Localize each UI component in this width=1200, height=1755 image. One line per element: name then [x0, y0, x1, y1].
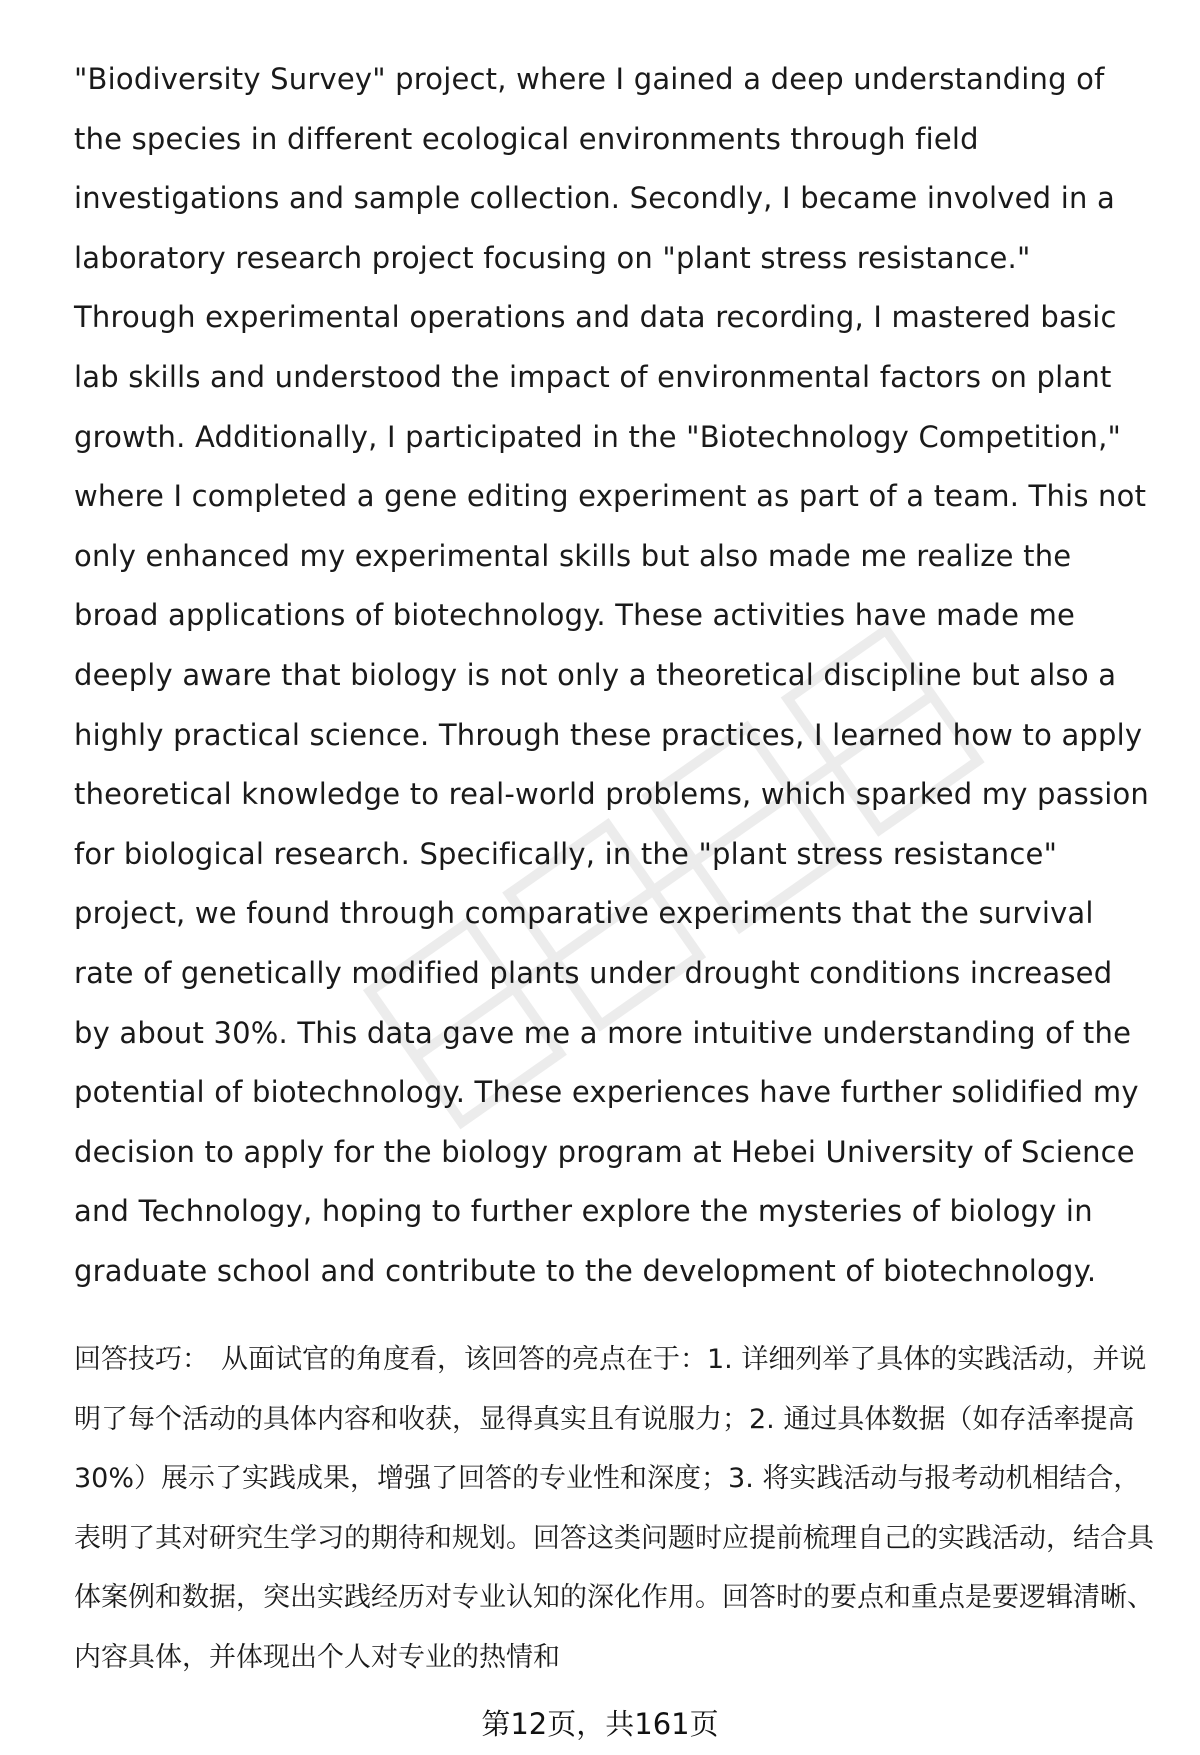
answer-paragraph: "Biodiversity Survey" project, where I gained a deep understanding of the species in different ecological environments through field investigations and sample collection. Secondly, I became involved in a laboratory research project focusing on "plant stress resistance." Through experimental operations and data recording, I mastered basic lab skills and understood the impact of environmental factors on plant growth. Additionally, I participated in the "Biotechnology Competition," where I completed a gene editing experiment as part of a team. This not only enhanced my experimental skills but also made me realize the broad applications of biotechnology. These activities have made me deeply aware that biology is not only a theoretical discipline but also a highly practical science. Through these practices, I learned how to apply theoretical knowledge to real-world problems, which sparked my passion for biological research. Specifically, in the "plant stress resistance" project, we found through comparative experiments that the survival rate of genetically modified plants under drought conditions increased by about 30%. This data gave me a more intuitive understanding of the potential of biotechnology. These experiences have further solidified my decision to apply for the biology program at Hebei University of Science and Technology, hoping to further explore the mysteries of biology in graduate school and contribute to the development of biotechnology.: [74, 62, 1149, 1288]
page-number-footer: 第12页，共161页: [481, 1707, 719, 1741]
tips-text: 从面试官的角度看，该回答的亮点在于：1. 详细列举了具体的实践活动，并说明了每个活动的具体内容和收获，显得真实且有说服力；2. 通过具体数据（如存活率提高30%）展示了实践成果，增强了回答的专业性和深度；3. 将实践活动与报考动机相结合，表明了其对研究生学习的期待和规划。回答这类问题时应提前梳理自己的实践活动，结合具体案例和数据，突出实践经历对专业认知的深化作用。回答时的要点和重点是要逻辑清晰、内容具体，并体现出个人对专业的热情和: [74, 1344, 1154, 1673]
answer-tips: [74, 1330, 1154, 1687]
tips-label: 回答技巧：: [74, 1344, 209, 1375]
